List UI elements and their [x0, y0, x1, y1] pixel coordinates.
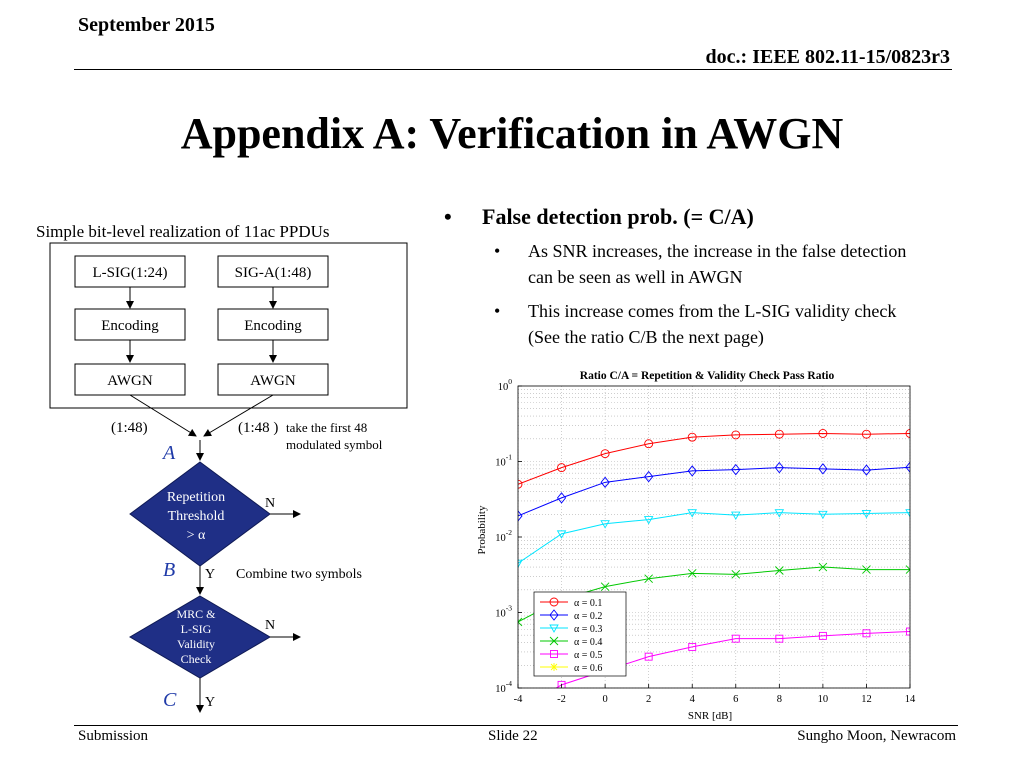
- x-tick-label: 2: [646, 694, 652, 705]
- decision1-line2: Threshold: [167, 509, 225, 524]
- x-tick-label: -4: [513, 694, 523, 705]
- box-siga-label: SIG-A(1:48): [234, 265, 312, 281]
- box-awgn-1-label: AWGN: [107, 373, 153, 389]
- bullet-sub-2-text: This increase comes from the L-SIG validity check (See the ratio C/B the next page): [528, 301, 897, 347]
- decision1-line1: Repetition: [166, 490, 226, 505]
- x-tick-label: 12: [861, 694, 872, 705]
- legend-entry: α = 0.2: [574, 611, 603, 622]
- slide-title: Appendix A: Verification in AWGN: [180, 109, 844, 158]
- header-date: September 2015: [78, 14, 215, 36]
- bullet-sub-1: [444, 238, 928, 290]
- bullet-list: [444, 204, 1004, 358]
- footer-author: Sungho Moon, Newracom: [797, 728, 956, 744]
- y-axis-label: Probability: [476, 505, 488, 555]
- probability-chart: [470, 362, 920, 724]
- label-1-48-right: (1:48 ): [238, 420, 279, 436]
- point-c-label: C: [163, 689, 177, 711]
- box-lsig-label: L-SIG(1:24): [92, 265, 168, 281]
- legend-entry: α = 0.1: [574, 598, 603, 609]
- series-1: [514, 429, 914, 488]
- x-tick-label: 4: [689, 694, 695, 705]
- bullet-sub-2: [444, 298, 928, 350]
- decision2-no-label: N: [265, 618, 276, 633]
- x-axis-label: SNR [dB]: [687, 710, 733, 722]
- y-tick-label: $10^{-2}$: [495, 528, 512, 544]
- x-ticks: [514, 684, 916, 705]
- box-encoding-1-label: Encoding: [101, 318, 159, 334]
- x-tick-label: 6: [733, 694, 739, 705]
- footer-submission: Submission: [78, 728, 149, 744]
- decision1-line3: > α: [186, 528, 206, 543]
- decision2-line1: MRC &: [176, 607, 216, 621]
- point-a-label: A: [163, 442, 176, 464]
- chart-legend: [534, 592, 626, 676]
- legend-entry: α = 0.5: [574, 650, 603, 661]
- bullet-dot-icon: •: [444, 204, 452, 229]
- x-tick-label: 8: [776, 694, 782, 705]
- decision2-line2: L-SIG: [180, 622, 212, 636]
- legend-entry: α = 0.3: [574, 624, 603, 635]
- diagram-caption: Simple bit-level realization of 11ac PPDUs: [36, 222, 330, 241]
- box-awgn-2-label: AWGN: [250, 373, 296, 389]
- note-combine: Combine two symbols: [236, 567, 363, 582]
- label-1-48-left: (1:48): [111, 420, 148, 436]
- header-doc-id: doc.: IEEE 802.11-15/0823r3: [705, 46, 950, 68]
- decision2-yes-label: Y: [205, 695, 216, 710]
- x-tick-label: 14: [904, 694, 916, 705]
- legend-entry: α = 0.6: [574, 663, 603, 674]
- decision2-line3: Validity: [177, 637, 215, 651]
- series-line: [518, 433, 910, 484]
- box-encoding-2-label: Encoding: [244, 318, 302, 334]
- note-modulated-symbol: modulated symbol: [286, 437, 383, 452]
- legend-entry: α = 0.4: [574, 637, 603, 648]
- y-tick-label: $10^{-3}$: [495, 603, 512, 620]
- bullet-dot-icon: •: [494, 301, 501, 321]
- chart-title: Ratio C/A = Repetition & Validity Check Pass Ratio: [579, 370, 835, 382]
- flow-diagram: [0, 0, 440, 725]
- x-tick-label: -2: [557, 694, 566, 705]
- y-tick-label: $10^{-1}$: [495, 452, 512, 469]
- data-point: [515, 707, 522, 714]
- point-b-label: B: [163, 559, 176, 581]
- x-tick-label: 0: [602, 694, 608, 705]
- bullet-main-text: False detection prob. (= C/A): [482, 204, 754, 229]
- bullet-dot-icon: •: [494, 241, 501, 261]
- footer-rule: [74, 725, 958, 726]
- data-point: [601, 583, 609, 591]
- series-3: [514, 510, 914, 568]
- footer-slide-number: Slide 22: [488, 728, 538, 744]
- decision1-yes-label: Y: [205, 567, 216, 582]
- y-tick-label: $10^{-4}$: [495, 679, 512, 695]
- x-tick-label: 10: [817, 694, 829, 705]
- legend-marker: [550, 663, 558, 671]
- note-take-first: take the first 48: [286, 420, 368, 435]
- y-tick-label: $10^0$: [497, 377, 512, 393]
- series-line: [518, 513, 910, 564]
- bullet-main: [444, 204, 1004, 230]
- decision2-line4: Check: [180, 652, 212, 666]
- decision1-no-label: N: [265, 496, 276, 511]
- bullet-sub-1-text: As SNR increases, the increase in the false detection can be seen as well in AWGN: [528, 241, 907, 287]
